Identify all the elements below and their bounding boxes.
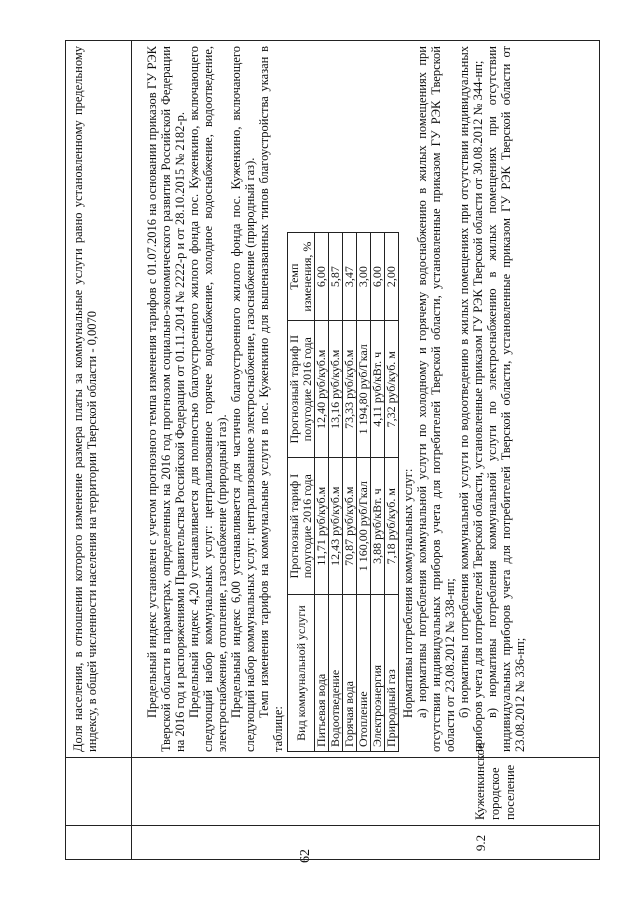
table-cell: 3,47 <box>343 233 357 321</box>
row-number: 9.2 <box>473 834 488 852</box>
table-cell: Питьевая вода <box>315 595 329 752</box>
table-cell: 4,11 руб/кВт. ч <box>371 321 385 458</box>
table-cell: 12,40 руб/куб.м <box>315 321 329 458</box>
table-cell: 11,71 руб/куб.м <box>315 458 329 595</box>
table-cell: 70,87 руб/куб.м <box>343 458 357 595</box>
table-header-row <box>288 233 315 752</box>
paragraph: Предельный индекс установлен с учетом прогнозного темпа изменения тарифов с 01.07.2016 на основании приказов ГУ РЭК Тверской области в параметрах, определенных на 2016 год прогнозом социально-экономического развития Российской Федерации на 2016 год и распоряжениями Правительства Российской Федерации от 01.11.2014 № 2222-р и от 28.10.2015 № 2182-р. <box>145 46 187 752</box>
table-row <box>385 233 399 752</box>
column-divider <box>65 757 600 758</box>
table-cell: 5,87 <box>329 233 343 321</box>
column-divider <box>65 825 600 826</box>
table-cell: 7,32 руб/куб. м <box>385 321 399 458</box>
paragraph: б) нормативы потребления коммунальной услуги по водоотведению в жилых помещениях при отсутствии индивидуальных приборов учета для потребителей Тверской области, установленные приказом ГУ РЭК Тверской области от 30.08.2012 № 344-нп; <box>457 46 485 752</box>
table-cell: 6,00 <box>371 233 385 321</box>
paragraph: Темп изменения тарифов на коммунальные услуги в пос. Куженкино для вышеназванных типов благоустройства указан в таблице: <box>257 46 285 752</box>
table-cell: 2,00 <box>385 233 399 321</box>
table-cell: Отопление <box>357 595 371 752</box>
tariff-table <box>287 232 399 752</box>
table-row <box>315 233 329 752</box>
column-header: Вид коммунальной услуги <box>288 595 315 752</box>
page-number: 62 <box>298 849 313 863</box>
paragraph: Предельный индекс 6,00 устанавливается для частично благоустроенного жилого фонда пос. Куженкино, включающего следующий набор коммунальных услуг: централизованное электроснабжение, газоснабжение (природный газ). <box>229 46 257 752</box>
previous-row-text: Доля населения, в отношении которого изменение размера платы за коммунальные услуги равно установленному предельному индексу, в общей численности населения на территории Тверской области - 0,0070 <box>71 46 99 752</box>
document-page <box>65 40 600 860</box>
table-cell: 1 160,00 руб/Гкал <box>357 458 371 595</box>
table-cell: 7,18 руб/куб. м <box>385 458 399 595</box>
table-row <box>329 233 343 752</box>
row-divider <box>131 40 132 860</box>
table-cell: 13,16 руб/куб.м <box>329 321 343 458</box>
table-row <box>371 233 385 752</box>
column-header: Прогнозный тариф II полугодие 2016 года <box>288 321 315 458</box>
table-cell: Природный газ <box>385 595 399 752</box>
table-cell: 3,00 <box>357 233 371 321</box>
paragraph: Нормативы потребления коммунальных услуг: <box>401 468 415 718</box>
row-content <box>145 46 527 752</box>
column-header: Прогнозный тариф I полугодие 2016 года <box>288 458 315 595</box>
paragraph: в) нормативы потребления коммунальной услуги по электроснабжению в жилых помещениях при отсутствии индивидуальных приборов учета для потребителей Тверской области, установленные приказом ГУ РЭК Тверской области от 23.08.2012 № 336-нп; <box>485 46 527 752</box>
table-cell: Электроэнергия <box>371 595 385 752</box>
table-cell: Горячая вода <box>343 595 357 752</box>
table-cell: 73,33 руб/куб.м <box>343 321 357 458</box>
table-cell: 6,00 <box>315 233 329 321</box>
table-row <box>357 233 371 752</box>
table-row <box>343 233 357 752</box>
paragraph: Предельный индекс 4,20 устанавливается для полностью благоустроенного жилого фонда пос. Куженкино, включающего следующий набор коммунальных услуг: централизованное горячее водоснабжение, холодное водоснабжение, водоотведение, электроснабжение, отопление, газоснабжение (природный газ). <box>187 46 229 752</box>
table-cell: Водоотведение <box>329 595 343 752</box>
column-header: Темп изменения, % <box>288 233 315 321</box>
table-cell: 1 194,80 руб/Гкал <box>357 321 371 458</box>
paragraph: а) нормативы потребления коммунальной услуги по холодному и горячему водоснабжению в жилых помещениях при отсутствии индивидуальных приборов учета для потребителей Тверской области, установленные приказом ГУ РЭК Тверской области от 23.08.2012 № 338-нп; <box>415 46 457 752</box>
municipality-name: Куженкинское городское поселение <box>473 743 517 820</box>
table-cell: 12,43 руб/куб.м <box>329 458 343 595</box>
table-cell: 3,88 руб/кВт. ч <box>371 458 385 595</box>
